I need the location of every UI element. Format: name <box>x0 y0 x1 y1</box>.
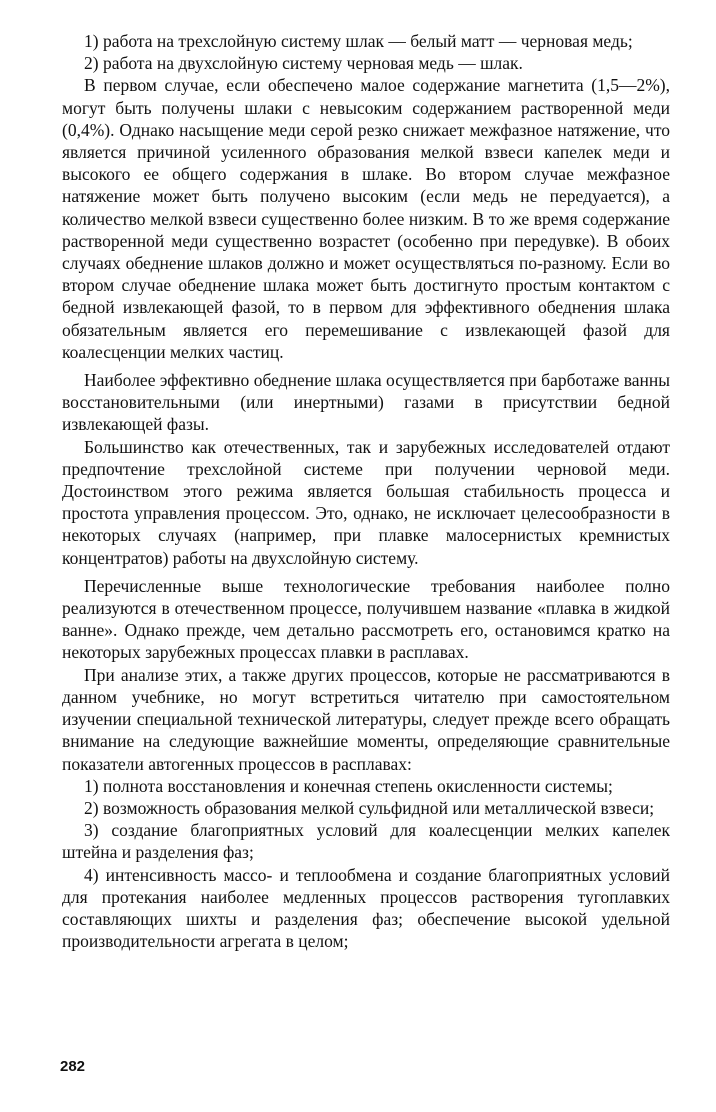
document-body <box>62 30 670 952</box>
list-item-mass-heat-exchange: 4) интенсивность массо- и теплообмена и создание благоприятных условий для протекания наиболее медленных процессов растворения тугоплавких составляющих шихты и разделения фаз; обеспечение высокой удельной производительности агрегата в целом; <box>62 864 670 952</box>
paragraph-researchers-preference: Большинство как отечественных, так и зарубежных исследователей отдают предпочтение трехслойной системе при получении черновой меди. Достоинством этого режима является большая стабильность процесса и простота управления процессом. Это, однако, не исключает целесообразности в некоторых случаях (например, при плавке малосернистых кремнистых концентратов) работы на двухслойную систему. <box>62 436 670 568</box>
paragraph-liquid-bath-process: Перечисленные выше технологические требования наиболее полно реализуются в отечественном процессе, получившем название «плавка в жидкой ванне». Однако прежде, чем детально рассмотреть его, остановимся кратко на некоторых зарубежных процессах плавки в расплавах. <box>62 575 670 663</box>
paragraph-analysis-criteria: При анализе этих, а также других процессов, которые не рассматриваются в данном учебнике, но могут встретиться читателю при самостоятельном изучении специальной технической литературы, следует прежде всего обращать внимание на следующие важнейшие моменты, определяющие сравнительные показатели автогенных процессов в расплавах: <box>62 664 670 774</box>
list-item-mode-three-layer: 1) работа на трехслойную систему шлак — белый матт — черновая медь; <box>84 31 633 51</box>
paragraph-barbotage: Наиболее эффективно обеднение шлака осуществляется при барботаже ванны восстановительными (или инертными) газами в присутствии бедной извлекающей фазы. <box>62 370 670 435</box>
page-number: 282 <box>60 1058 86 1075</box>
list-item-mode-two-layer: 2) работа на двухслойную систему черновая медь — шлак. <box>84 53 523 74</box>
list-item-fine-suspension: 2) возможность образования мелкой сульфидной или металлической взвеси; <box>84 797 655 818</box>
list-item-coalescence-conditions: 3) создание благоприятных условий для коалесценции мелких капелек штейна и разделения фаз; <box>62 820 670 863</box>
paragraph-slag-cases: В первом случае, если обеспечено малое содержание магнетита (1,5—2%), могут быть получены шлаки с невысоким содержанием растворенной меди (0,4%). Однако насыщение меди серой резко снижает межфазное натяжение, что является причиной усиленного образования мелкой взвеси капелек меди и высокого ее общего содержания в шлаке. Во втором случае межфазное натяжение может быть получено высоким (если медь не передуается), а количество мелкой взвеси существенно более низким. В то же время содержание растворенной меди существенно возрастет (особенно при передувке). В обоих случаях обеднение шлаков должно и может осуществляться по-разному. Если во втором случае обеднение шлака может быть достигнуто простым контактом с бедной извлекающей фазой, то в первом для эффективного обеднения шлака обязательным является его перемешивание с извлекающей фазой для коалесценции мелких частиц. <box>62 75 670 362</box>
list-item-reduction-completeness: 1) полнота восстановления и конечная степень окисленности системы; <box>84 775 613 796</box>
